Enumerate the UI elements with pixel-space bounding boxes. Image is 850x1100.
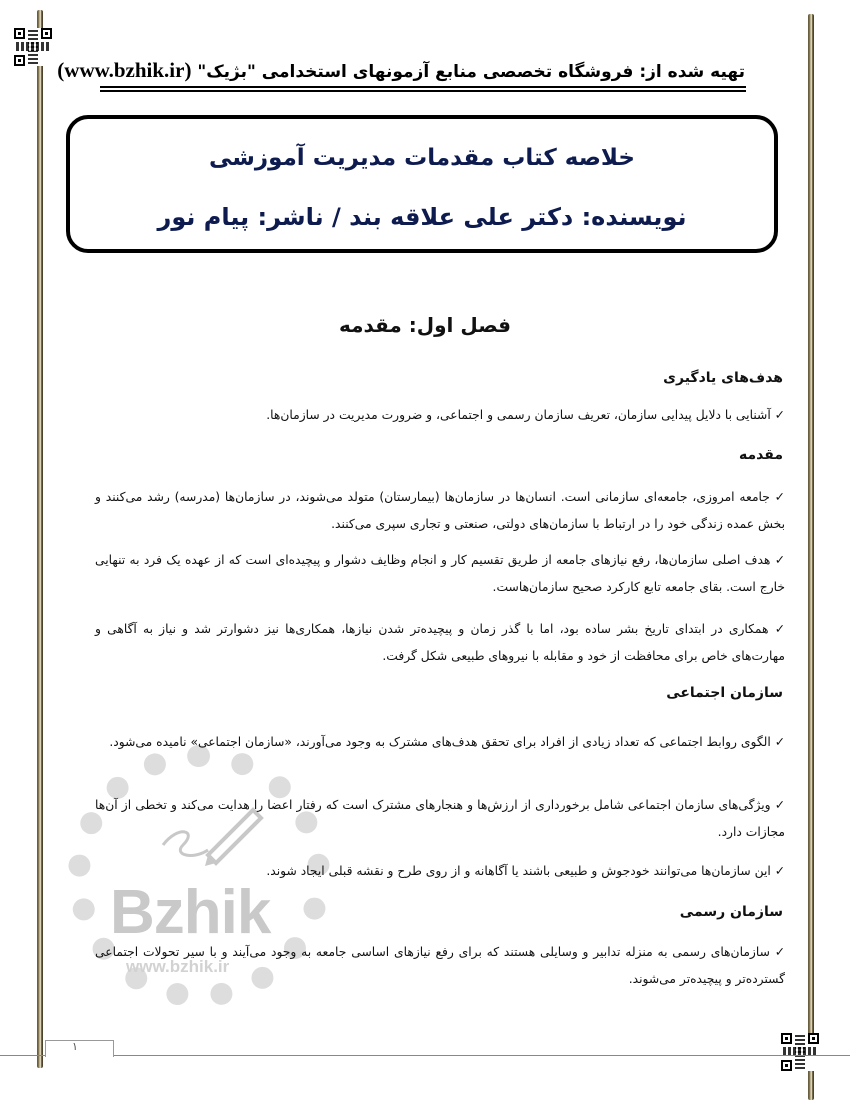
author-publisher: نویسنده: دکتر علی علاقه بند / ناشر: پیام نور [157, 203, 687, 231]
title-box [66, 115, 778, 253]
paragraph: ✓ این سازمان‌ها می‌توانند خودجوش و طبیعی باشند یا آگاهانه و از روی طرح و نقشه قبلی ایجاد شوند. [266, 864, 785, 878]
watermark-brand: Bzhik [110, 878, 271, 947]
source-url[interactable]: (www.bzhik.ir) [57, 58, 192, 82]
section-heading-social-organization: سازمان اجتماعی [666, 685, 783, 701]
paragraph: ✓ جامعه امروزی، جامعه‌ای سازمانی است. انسان‌ها در سازمان‌ها (بیمارستان) متولد می‌شوند، در سازمان‌ها (مدرسه) رشد می‌کنند و بخش عمده زندگی خود را در ارتباط با سازمان‌های دولتی، صنعتی و تجاری سپری می‌کنند. [95, 490, 785, 531]
source-brand: "بژیک" [197, 62, 256, 82]
section-heading-objectives: هدف‌های یادگیری [663, 370, 783, 386]
paragraph: ✓ الگوی روابط اجتماعی که تعداد زیادی از افراد برای تحقق هدف‌های مشترک به وجود می‌آورند، «سازمان اجتماعی» نامیده می‌شود. [109, 735, 785, 749]
source-prefix: تهیه شده از: فروشگاه تخصصی منابع آزمونهای استخدامی [255, 62, 745, 82]
qr-code-icon [14, 28, 52, 66]
paragraph: ✓ آشنایی با دلایل پیدایی سازمان، تعریف سازمان رسمی و اجتماعی، و ضرورت مدیریت در سازمان‌ها. [266, 408, 785, 422]
header-rule [100, 86, 746, 88]
section-heading-formal-organization: سازمان رسمی [679, 904, 783, 920]
header-rule [100, 90, 746, 92]
watermark-url: www.bzhik.ir [126, 957, 230, 976]
paragraph: ✓ سازمان‌های رسمی به منزله تدابیر و وسایلی هستند که برای رفع نیازهای اساسی جامعه به وجود می‌آیند و با سیر تحولات اجتماعی گسترده‌تر و پیچیده‌تر می‌شوند. [95, 945, 785, 986]
section-heading-introduction: مقدمه [739, 447, 783, 463]
page-number-tab [45, 1040, 114, 1057]
paragraph: ✓ ویژگی‌های سازمان اجتماعی شامل برخورداری از ارزش‌ها و هنجارهای مشترک است که رفتار اعضا را هدایت می‌کند و تخطی از آن‌ها مجازات دارد. [95, 798, 785, 839]
book-title: خلاصه کتاب مقدمات مدیریت آموزشی [209, 145, 635, 171]
paragraph: ✓ همکاری در ابتدای تاریخ بشر ساده بود، اما با گذر زمان و پیچیده‌تر شدن نیازها، همکاری‌ها نیز دشوارتر شد و نیاز به آگاهی و مهارت‌های خاص برای محافظت از خود و مقابله با نیروهای طبیعی شکل گرفت. [95, 622, 785, 663]
paragraph: ✓ هدف اصلی سازمان‌ها، رفع نیازهای جامعه از طریق تقسیم کار و انجام وظایف دشوار و پیچیده‌ای است که از عهده یک فرد به تنهایی خارج است. بقای جامعه تابع کارکرد صحیح سازمان‌هاست. [95, 553, 785, 594]
source-header [57, 58, 745, 83]
footer-rule [0, 1055, 850, 1056]
right-decorative-bar [808, 14, 814, 1100]
qr-code-icon [781, 1033, 819, 1071]
left-decorative-bar [37, 10, 43, 1068]
chapter-title: فصل اول: مقدمه [338, 313, 512, 337]
page-number: ۱ [72, 1040, 78, 1053]
